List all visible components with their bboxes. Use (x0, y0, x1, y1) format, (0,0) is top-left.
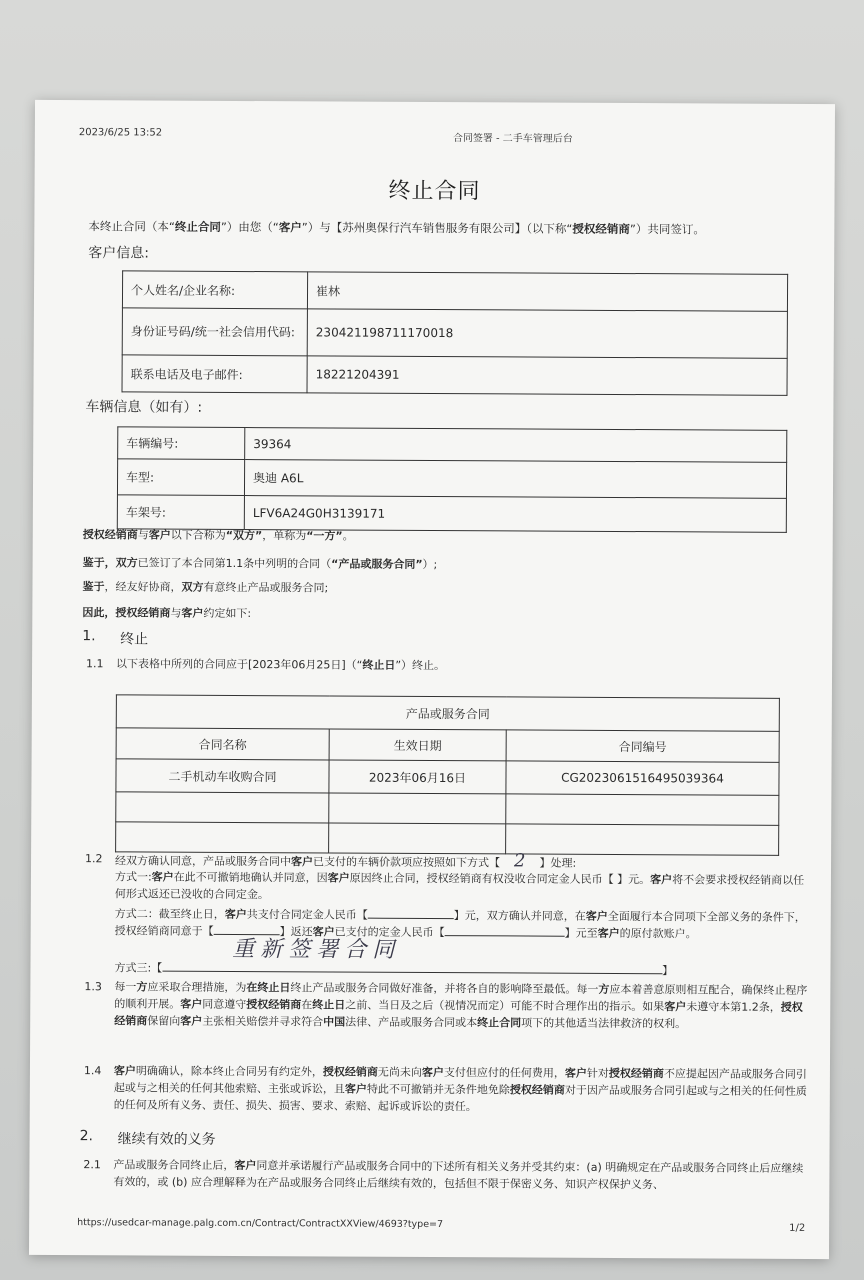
field-value: LFV6A24G0H3139171 (244, 496, 786, 533)
page-url: https://usedcar-manage.palg.com.cn/Contract/ContractXXView/4693?type=7 (77, 1217, 444, 1231)
field-value: 39364 (245, 428, 787, 463)
print-page-title: 合同签署 - 二手车管理后台 (452, 133, 573, 145)
clause-1-3: 每一方应采取合理措施，为在终止日终止产品或服务合同做好准备，并将各自的影响降至最低。每一方应本着善意原则相互配合，确保终止程序的顺利开展。客户同意遵守授权经销商在终止日之前、当日及之后（视情况而定）可能不时合理作出的指示。如果客户未遵守本第1.2条，授权经销商保留向客户主张相关赔偿并寻求符合中国法律、产品或服务合同或本终止合同项下的其他适当法律救济的权利。 (114, 980, 808, 1031)
document-page (29, 100, 835, 1259)
clause-1-3-number: 1.3 (84, 980, 102, 994)
column-header: 生效日期 (329, 729, 506, 761)
table-row (122, 355, 787, 395)
vehicle-info-table (117, 426, 788, 533)
table-row (122, 271, 787, 311)
table-row (118, 427, 787, 463)
table-header-row (116, 728, 779, 762)
clause-1-2-method-3: 方式三:【 重新签署合同 】 (114, 936, 674, 978)
clause-2-1-number: 2.1 (83, 1158, 101, 1172)
field-label: 身份证号码/统一社会信用代码: (122, 308, 307, 356)
intro-paragraph: 本终止合同（本“终止合同”）由您（“客户”）与【苏州奥保行汽车销售服务有限公司】（以下称“授权经销商”）共同签订。 (88, 219, 705, 237)
whereas-1: 鉴于，双方已签订了本合同第1.1条中列明的合同（“产品或服务合同”）; (82, 556, 438, 572)
contract-number: CG2023061516495039364 (506, 761, 779, 795)
field-label: 个人姓名/企业名称: (122, 271, 307, 309)
clause-2-1: 产品或服务合同终止后，客户同意并承诺履行产品或服务合同中的下述所有相关义务并受其约束：(a) 明确规定在产品或服务合同终止后应继续有效的，或 (b) 应合理解释为在产品或服务合同终止后继续有效的，包括但不限于保密义务、知识产权保护义务、 (113, 1158, 804, 1192)
field-value: 崔林 (307, 272, 787, 312)
section-1-number: 1. (82, 628, 96, 645)
effective-date: 2023年06月16日 (329, 760, 506, 794)
field-value: 奥迪 A6L (244, 460, 786, 499)
table-row (122, 308, 787, 358)
clause-1-1: 以下表格中所列的合同应于[2023年06月25日]（“终止日”）终止。 (116, 657, 446, 673)
clause-1-2-method-2: 方式二：截至终止日，客户共支付合同定金人民币【 】元，双方确认并同意，在客户全面履行本合同项下全部义务的条件下，授权经销商同意于【 】返还客户已支付的定金人民币【 】元至客户的原付款账户。 (114, 907, 806, 941)
table-row (116, 759, 779, 795)
field-label: 车架号: (117, 495, 244, 530)
section-2-number: 2. (79, 1128, 94, 1145)
clause-1-4: 客户明确确认，除本终止合同另有约定外，授权经销商无尚未向客户支付但应付的任何费用，客户针对授权经销商不应提起因产品或服务合同引起或与之相关的任何其他索赔、主张或诉讼，且客户特此不可撤销并无条件地免除授权经销商对于因产品或服务合同引起或与之相关的任何性质的任何及所有义务、责任、损失、损害、要求、索赔、起诉或诉讼的责任。 (113, 1064, 807, 1114)
section-1-title: 终止 (120, 631, 149, 648)
section-2-title: 继续有效的义务 (117, 1131, 216, 1148)
print-datetime: 2023/6/25 13:52 (78, 127, 163, 139)
field-label: 车型: (117, 459, 244, 496)
clause-1-2-number: 1.2 (85, 852, 103, 866)
page-number: 1/2 (789, 1222, 806, 1234)
table-row (117, 459, 786, 499)
handwritten-choice: 2 (513, 850, 526, 872)
contract-name: 二手机动车收购合同 (116, 759, 329, 793)
therefore-clause: 因此，授权经销商与客户约定如下: (82, 606, 252, 621)
clause-1-2-intro: 经双方确认同意，产品或服务合同中客户已支付的车辆价款项应按照如下方式【 2 】处理: (115, 850, 577, 872)
field-label: 车辆编号: (118, 427, 245, 460)
column-header: 合同名称 (116, 728, 329, 760)
table-caption-row (116, 695, 779, 731)
clause-1-4-number: 1.4 (83, 1064, 102, 1078)
clause-1-2-method-1: 方式一:客户在此不可撤销地确认并同意，因客户原因终止合同，授权经销商有权没收合同定金人民币【 】元。客户将不会要求授权经销商以任何形式返还已没收的合同定金。 (114, 870, 805, 902)
contracts-table (115, 694, 780, 855)
table-caption: 产品或服务合同 (116, 695, 779, 731)
handwritten-note: 重新签署合同 (232, 936, 401, 963)
party-definition: 授权经销商与客户以下合称为“双方”，单称为“一方”。 (82, 528, 354, 543)
customer-info-heading: 客户信息: (88, 245, 149, 262)
clause-1-1-number: 1.1 (86, 657, 104, 671)
column-header: 合同编号 (506, 730, 779, 762)
field-value: 18221204391 (307, 356, 787, 396)
field-value: 230421198711170018 (307, 309, 787, 359)
table-row (116, 792, 779, 825)
document-title: 终止合同 (388, 178, 481, 205)
vehicle-info-heading: 车辆信息（如有）: (85, 399, 203, 416)
field-label: 联系电话及电子邮件: (122, 355, 307, 393)
whereas-2: 鉴于，经友好协商，双方有意终止产品或服务合同; (82, 580, 329, 595)
customer-info-table (121, 270, 788, 395)
